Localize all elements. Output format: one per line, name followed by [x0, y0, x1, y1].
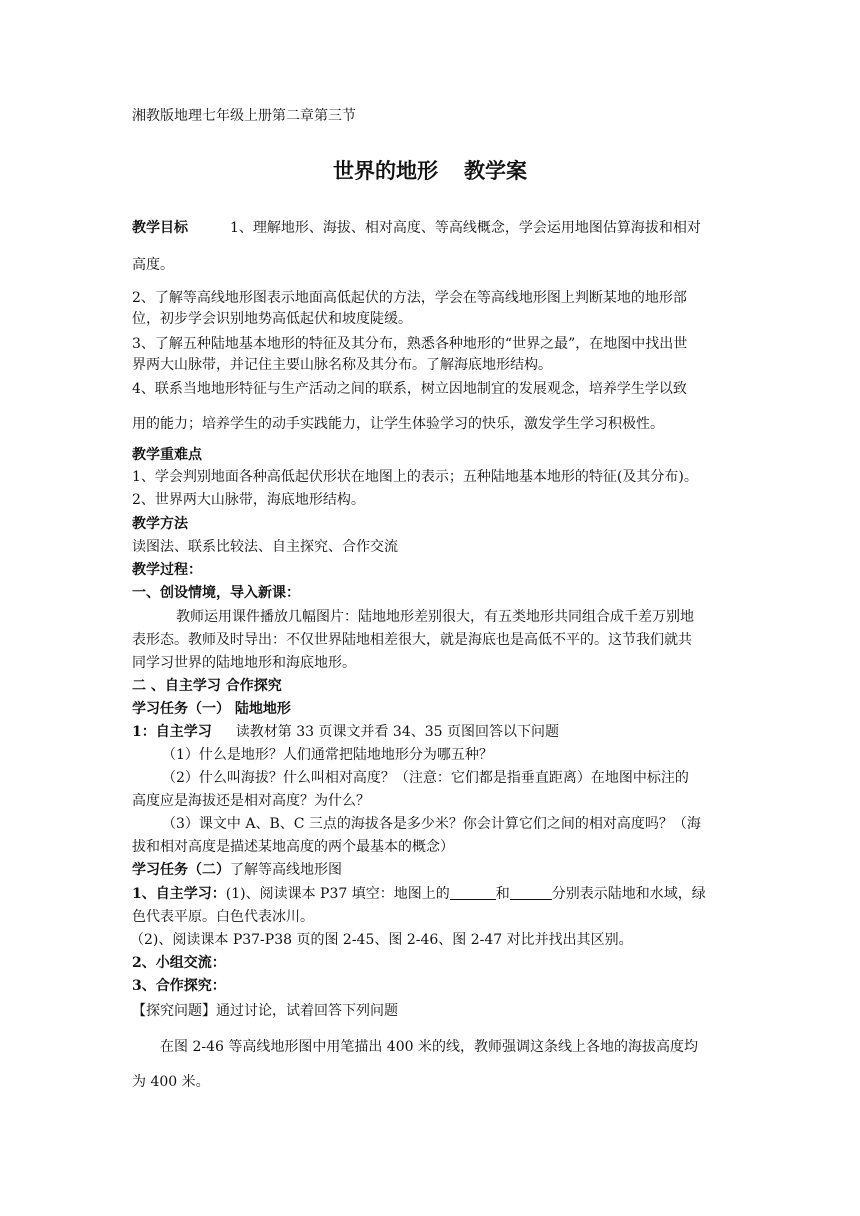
fill-blank-2 — [510, 885, 552, 900]
doc-header: 湘教版地理七年级上册第二章第三节 — [132, 108, 356, 124]
task2-self-study-label: 1、自主学习： — [132, 886, 226, 902]
step1-paragraph-line-1: 教师运用课件播放几幅图片：陆地地形差别很大，有五类地形共同组合成千差万别地 — [176, 609, 694, 625]
question-1: （1）什么是地形？人们通常把陆地地形分为哪五种？ — [162, 747, 493, 763]
keypoints-label: 教学重难点 — [132, 447, 202, 463]
keypoint-1: 1、学会判别地面各种高低起伏形状在地图上的表示；五种陆地基本地形的特征(及其分布)。 — [132, 469, 698, 485]
objective-4-line-b: 用的能力；培养学生的动手实践能力，让学生体验学习的快乐，激发学生学习积极性。 — [132, 416, 664, 432]
methods-text: 读图法、联系比较法、自主探究、合作交流 — [132, 539, 398, 555]
task2-group-exchange: 2、小组交流： — [132, 955, 226, 971]
objective-2-line-b: 位，初步学会识别地势高低起伏和坡度陡缓。 — [132, 311, 412, 327]
objective-1-line-a: 教学目标 1、理解地形、海拔、相对高度、等高线概念，学会运用地图估算海拔和相对 — [132, 220, 701, 236]
title-sub: 教学案 — [464, 158, 527, 183]
objective-1-line-b: 高度。 — [132, 257, 174, 273]
task2-heading-line: 学习任务（二）了解等高线地形图 — [132, 862, 342, 878]
objective-4-line-a: 4、联系当地地形特征与生产活动之间的联系，树立因地制宜的发展观念，培养学生学以致 — [132, 381, 687, 397]
inquiry-line: 【探究问题】通过讨论，试着回答下列问题 — [132, 1003, 398, 1019]
question-2-line-a: （2）什么叫海拔？什么叫相对高度？（注意：它们都是指垂直距离）在地图中标注的 — [162, 770, 689, 786]
closing-line-a: 在图 2-46 等高线地形图中用笔描出 400 米的线，教师强调这条线上各地的海拔高度均 — [160, 1039, 698, 1055]
title-main: 世界的地形 — [333, 158, 438, 183]
task2-heading: 学习任务（二） — [132, 862, 230, 878]
objective-3-line-b: 界两大山脉带，并记住主要山脉名称及其分布。了解海底地形结构。 — [132, 357, 552, 373]
inquiry-label: 【探究问题】 — [132, 1003, 216, 1019]
task1-heading: 学习任务（一） 陆地地形 — [132, 701, 291, 717]
question-2-line-b: 高度应是海拔还是相对高度？为什么？ — [132, 793, 370, 809]
task2-self-study-line-3: （2)、阅读课本 P37-P38 页的图 2-45、图 2-46、图 2-47 对比并找出其区别。 — [130, 932, 633, 948]
page-title — [0, 156, 860, 186]
task2-cooperative-inquiry: 3、合作探究： — [132, 978, 226, 994]
objective-2-line-a: 2、了解等高线地形图表示地面高低起伏的方法，学会在等高线地形图上判断某地的地形部 — [132, 290, 687, 306]
fill-blank-1 — [450, 885, 496, 900]
step1-paragraph-line-2: 表形态。教师及时导出：不仅世界陆地相差很大，就是海底也是高低不平的。这节我们就共 — [132, 632, 692, 648]
closing-line-b: 为 400 米。 — [132, 1074, 210, 1090]
step1-heading: 一、创设情境，导入新课： — [132, 585, 300, 601]
question-3-line-b: 拔和相对高度是描述某地高度的两个最基本的概念） — [132, 839, 454, 855]
objectives-label: 教学目标 — [132, 220, 188, 236]
process-label: 教学过程： — [132, 562, 202, 578]
task2-self-study-line: 1、自主学习：(1)、阅读课本 P37 填空：地图上的 和 分别表示陆地和水域，绿 — [132, 886, 706, 902]
self-study-line: 1：自主学习 读教材第 33 页课文并看 34、35 页图回答以下问题 — [132, 724, 559, 740]
task2-self-study-line-2: 色代表平原。白色代表冰川。 — [132, 909, 314, 925]
objective-3-line-a: 3、了解五种陆地基本地形的特征及其分布，熟悉各种地形的“世界之最”，在地图中找出世 — [132, 336, 688, 352]
methods-label: 教学方法 — [132, 516, 188, 532]
self-study-label: 1：自主学习 — [132, 724, 212, 740]
step1-paragraph-line-3: 同学习世界的陆地地形和海底地形。 — [132, 655, 356, 671]
step2-heading: 二 、自主学习 合作探究 — [132, 678, 282, 694]
question-3-line-a: （3）课文中 A、B、C 三点的海拔各是多少米？你会计算它们之间的相对高度吗？（海 — [162, 816, 701, 832]
keypoint-2: 2、世界两大山脉带，海底地形结构。 — [132, 492, 365, 508]
